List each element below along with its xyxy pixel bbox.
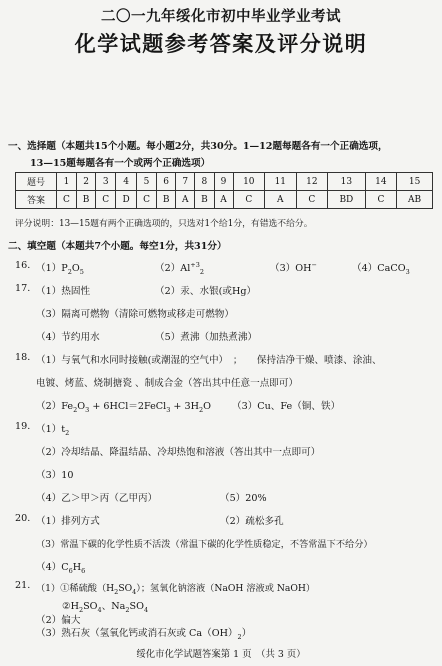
table-row-answers	[16, 191, 433, 209]
table-cell: C	[57, 191, 77, 209]
answer-20-2: （2）疏松多孔	[220, 516, 284, 527]
table-cell: 1	[57, 173, 77, 191]
question-number: 19.	[15, 421, 31, 432]
question-number: 16.	[15, 260, 31, 271]
answer-21-2: （2）偏大	[36, 615, 81, 626]
table-cell: 5	[137, 173, 157, 191]
table-row-numbers	[16, 173, 433, 191]
table-cell: 10	[233, 173, 265, 191]
table-cell: D	[116, 191, 137, 209]
table-cell: 2	[76, 173, 95, 191]
table-cell: BD	[328, 191, 366, 209]
table-cell: 3	[96, 173, 116, 191]
answer-16-4: （4）CaCO$_3$	[352, 263, 410, 276]
table-cell: 15	[397, 173, 433, 191]
answer-20-4: $(4)C_6H_6$	[36, 562, 86, 575]
answer-17-2: （2）汞、水银(或Hg）	[155, 286, 257, 297]
answer-21-1: （1）①稀硫酸$(H_2SO_4)$；氢氧化钠溶液（NaOH 溶液或 NaOH）	[36, 583, 316, 596]
table-cell: B	[76, 191, 95, 209]
answer-table	[15, 172, 433, 209]
section2-heading: 二、填空题（本题共7个小题。每空1分，共31分）	[8, 241, 227, 252]
table-cell: 8	[195, 173, 214, 191]
answer-18-3: （3）Cu、Fe（铜、铁）	[232, 401, 341, 412]
table-cell: 13	[328, 173, 366, 191]
table-cell: 14	[365, 173, 397, 191]
answer-21-3: （3）熟石灰（氢氧化钙或消石灰或 $Ca(OH)_2$）	[36, 628, 252, 641]
answer-19-4: （4）乙＞甲＞丙（乙甲丙）	[36, 493, 158, 504]
exam-title: 二〇一九年绥化市初中毕业学业考试	[101, 8, 341, 25]
answer-17-1: （1）热固性	[36, 286, 91, 297]
table-cell: A	[214, 191, 233, 209]
table-cell: 9	[214, 173, 233, 191]
answer-17-4: （4）节约用水	[36, 332, 100, 343]
answer-16-1: $(1)P_2O_5$	[36, 263, 84, 276]
answer-19-5: （5）20%	[220, 493, 267, 504]
question-number: 18.	[15, 352, 31, 363]
table-cell: B	[157, 191, 176, 209]
question-number: 17.	[15, 283, 31, 294]
answer-16-2: $(2)Al^{+3}_2$	[155, 260, 205, 276]
section1-heading-cont: 13—15题每题各有一个或两个正确选项）	[30, 158, 211, 169]
answer-18-1: （1）与氧气和水同时接触(或潮湿的空气中） ； 保持洁净干燥、喷漆、涂油、	[36, 355, 382, 366]
answer-17-5: （5）煮沸（加热煮沸）	[155, 332, 258, 343]
section1-heading: 一、选择题（本题共15个小题。每小题2分，共30分。1—12题每题各有一个正确选项，	[8, 141, 388, 152]
answer-19-2: （2）冷却结晶、降温结晶、冷却热饱和溶液（答出其中一点即可）	[36, 447, 321, 458]
table-cell: 7	[176, 173, 195, 191]
table-cell: 6	[157, 173, 176, 191]
table-cell: C	[137, 191, 157, 209]
table-cell: B	[195, 191, 214, 209]
scoring-note: 评分说明：13—15题有两个正确选项的，只选对1个给1分，有错选不给分。	[15, 219, 313, 229]
question-number: 21.	[15, 580, 31, 591]
row-label-question: 题号	[16, 173, 57, 191]
answer-20-1: （1）排列方式	[36, 516, 100, 527]
table-cell: C	[365, 191, 397, 209]
row-label-answer: 答案	[16, 191, 57, 209]
answer-16-3: （3）OH−	[270, 260, 317, 274]
table-cell: 12	[296, 173, 328, 191]
table-cell: 4	[116, 173, 137, 191]
table-cell: C	[233, 191, 265, 209]
table-cell: AB	[397, 191, 433, 209]
table-cell: C	[96, 191, 116, 209]
answer-18-2: $(2)Fe_2O_3$ + 6HCl＝2FeCl$_3$ + $3H_2O$	[36, 401, 211, 414]
table-cell: C	[296, 191, 328, 209]
answer-21-1b: $②H_2SO_4$、$Na_2SO_4$	[62, 601, 149, 614]
answer-19-1: $(1)t_2$	[36, 424, 70, 437]
answer-19-3: （3）10	[36, 470, 74, 481]
table-cell: 11	[265, 173, 297, 191]
table-cell: A	[176, 191, 195, 209]
answer-20-3: （3）常温下碳的化学性质不活泼（常温下碳的化学性质稳定，不答常温下不给分）	[36, 539, 373, 550]
answer-17-3: （3）隔离可燃物（清除可燃物或移走可燃物）	[36, 309, 234, 320]
page-footer: 绥化市化学试题答案第 1 页 （共 3 页）	[136, 649, 306, 660]
table-cell: A	[265, 191, 297, 209]
document-title: 化学试题参考答案及评分说明	[74, 31, 368, 56]
answer-18-1-cont: 电镀、烤蓝、烧制搪瓷 、制成合金（答出其中任意一点即可）	[36, 378, 299, 389]
question-number: 20.	[15, 513, 31, 524]
